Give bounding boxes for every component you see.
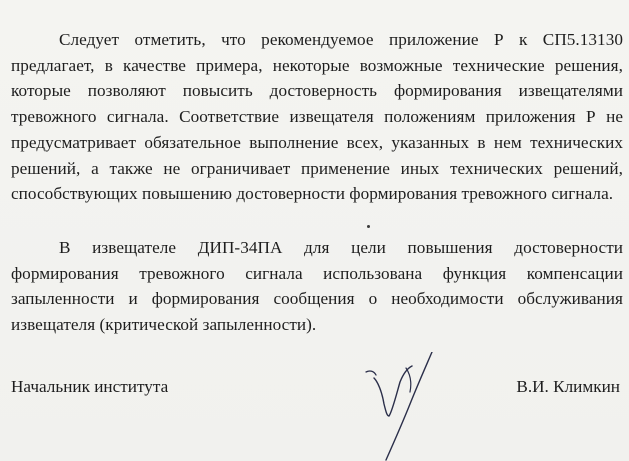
paragraph-appendix-r: Следует отметить, что рекомендуемое приложение Р к СП5.13130 предлагает, в качестве примера, некоторые возможные технические решения, которые позволяют повысить достоверность формирования извещателями тревожного сигнала. Соответствие извещателя положениям приложения Р не предусматривает обязательное выполнение всех, указанных в нем технических решений, а также не ограничивает применение иных технических решений, способствующих повышению достоверности формирования тревожного сигнала. [11, 30, 623, 204]
ink-speck [367, 225, 370, 228]
signatory-position: Начальник института [11, 377, 169, 396]
signatory-name: В.И. Климкин [516, 377, 620, 396]
paragraph-dip-34pa: В извещателе ДИП-34ПА для цели повышения достоверности формирования тревожного сигнала использована функция компенсации запыленности и формирования сообщения о необходимости обслуживания извещателя (критической запыленности). [11, 238, 623, 335]
handwritten-signature [360, 352, 440, 461]
